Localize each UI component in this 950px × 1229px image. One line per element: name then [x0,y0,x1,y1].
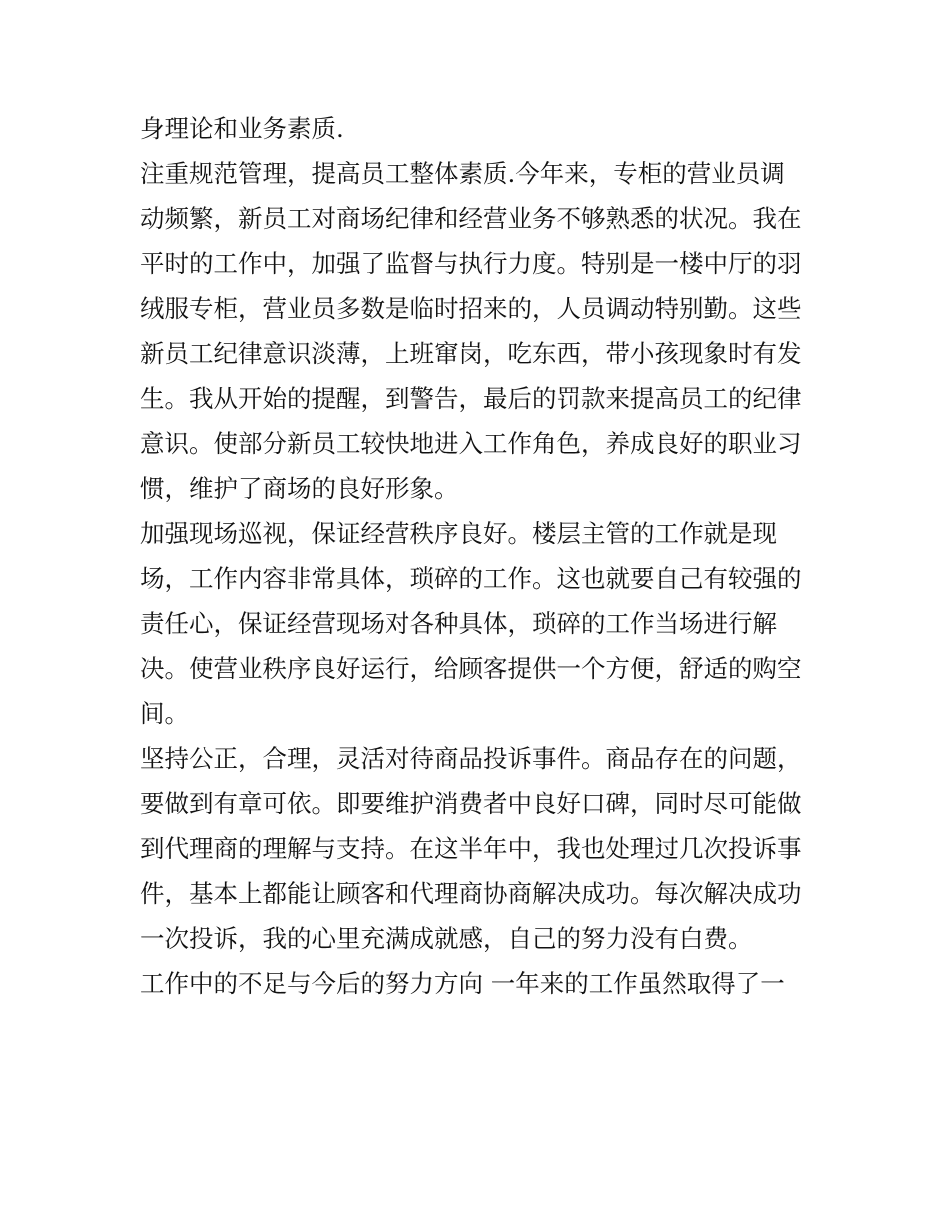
text-line: 一次投诉，我的心里充满成就感，自己的努力没有白费。 [140,924,753,953]
text-line: 要做到有章可依。即要维护消费者中良好口碑，同时尽可能做 [140,789,802,818]
text-line: 间。 [140,699,189,728]
text-line: 动频繁，新员工对商场纪律和经营业务不够熟悉的状况。我在 [140,204,802,233]
text-line: 坚持公正，合理，灵活对待商品投诉事件。商品存在的问题， [140,744,802,773]
text-line: 加强现场巡视，保证经营秩序良好。楼层主管的工作就是现 [140,519,777,548]
text-line: 意识。使部分新员工较快地进入工作角色，养成良好的职业习 [140,429,802,458]
text-line: 平时的工作中，加强了监督与执行力度。特别是一楼中厅的羽 [140,249,802,278]
text-line: 工作中的不足与今后的努力方向 一年来的工作虽然取得了一 [140,969,785,998]
text-line: 惯，维护了商场的良好形象。 [140,474,459,503]
text-line: 生。我从开始的提醒，到警告，最后的罚款来提高员工的纪律 [140,384,802,413]
text-line: 绒服专柜，营业员多数是临时招来的，人员调动特别勤。这些 [140,294,802,323]
document-body [140,106,815,1006]
text-line: 责任心，保证经营现场对各种具体，琐碎的工作当场进行解 [140,609,777,638]
text-line: 注重规范管理，提高员工整体素质.今年来，专柜的营业员调 [140,159,785,188]
text-line: 场，工作内容非常具体，琐碎的工作。这也就要自己有较强的 [140,564,802,593]
text-line: 决。使营业秩序良好运行，给顾客提供一个方便，舒适的购空 [140,654,802,683]
text-line: 件，基本上都能让顾客和代理商协商解决成功。每次解决成功 [140,879,802,908]
text-line: 到代理商的理解与支持。在这半年中，我也处理过几次投诉事 [140,834,802,863]
text-line: 身理论和业务素质. [140,114,344,143]
text-line: 新员工纪律意识淡薄，上班窜岗，吃东西，带小孩现象时有发 [140,339,802,368]
